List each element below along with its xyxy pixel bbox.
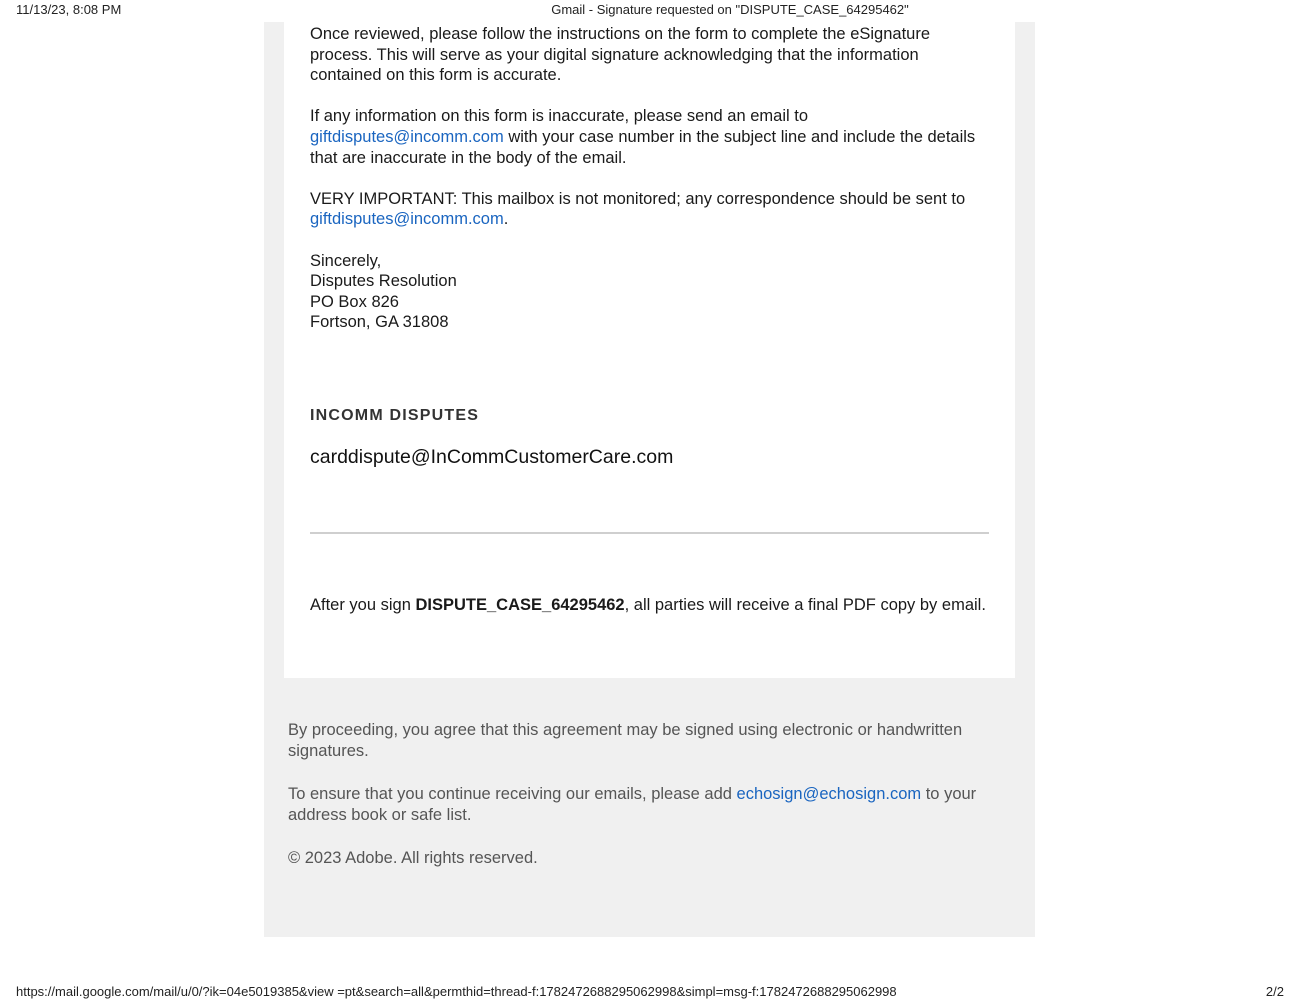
giftdisputes-email-link-2[interactable]: giftdisputes@incomm.com bbox=[310, 210, 504, 229]
email-footer bbox=[288, 720, 1008, 869]
instructions-paragraph: Once reviewed, please follow the instructions on the form to complete the eSignature process. This will serve as your digital signature acknowledging that the information contained on this form is accurate. bbox=[310, 25, 931, 85]
after-sign-text-start: After you sign bbox=[310, 596, 416, 614]
email-body bbox=[310, 24, 990, 333]
inaccurate-info-paragraph bbox=[310, 106, 990, 168]
safe-list-text-end: to your address book or safe list. bbox=[288, 785, 977, 824]
print-datetime: 11/13/23, 8:08 PM bbox=[16, 2, 122, 17]
signoff-name: Disputes Resolution bbox=[310, 272, 457, 291]
print-page-title: Gmail - Signature requested on "DISPUTE_CASE_64295462" bbox=[551, 2, 909, 17]
important-notice-text: VERY IMPORTANT: This mailbox is not monitored; any correspondence should be sent to bbox=[310, 189, 966, 208]
after-sign-notice bbox=[310, 595, 990, 616]
sender-email: carddispute@InCommCustomerCare.com bbox=[310, 446, 674, 468]
inaccurate-info-text-end: with your case number in the subject line and include the details that are inaccurate in the body of the email. bbox=[310, 127, 976, 167]
important-notice-paragraph bbox=[310, 189, 990, 230]
print-url: https://mail.google.com/mail/u/0/?ik=04e5019385&view =pt&search=all&permthid=thread-f:1782472688295062998&simpl=msg-f:1782472688295062998 bbox=[16, 984, 897, 999]
sender-name: INCOMM DISPUTES bbox=[310, 407, 480, 424]
echosign-email-link[interactable]: echosign@echosign.com bbox=[736, 785, 922, 804]
important-notice-period: . bbox=[503, 210, 509, 229]
copyright-notice: © 2023 Adobe. All rights reserved. bbox=[288, 849, 538, 868]
print-page-number: 2/2 bbox=[1265, 984, 1284, 999]
document-name: DISPUTE_CASE_64295462 bbox=[415, 596, 625, 614]
content-divider bbox=[310, 532, 989, 534]
safe-list-text-start: To ensure that you continue receiving our emails, please add bbox=[288, 785, 737, 804]
after-sign-text-end: , all parties will receive a final PDF copy by email. bbox=[624, 596, 986, 614]
agreement-notice: By proceeding, you agree that this agreement may be signed using electronic or handwritten signatures. bbox=[288, 721, 963, 760]
signoff-closing: Sincerely, bbox=[310, 251, 382, 270]
safe-list-notice bbox=[288, 784, 1008, 825]
giftdisputes-email-link[interactable]: giftdisputes@incomm.com bbox=[310, 127, 504, 146]
inaccurate-info-text-start: If any information on this form is inaccurate, please send an email to bbox=[310, 107, 809, 126]
signoff-address-line-2: Fortson, GA 31808 bbox=[310, 313, 449, 332]
signoff-address-line-1: PO Box 826 bbox=[310, 292, 399, 311]
